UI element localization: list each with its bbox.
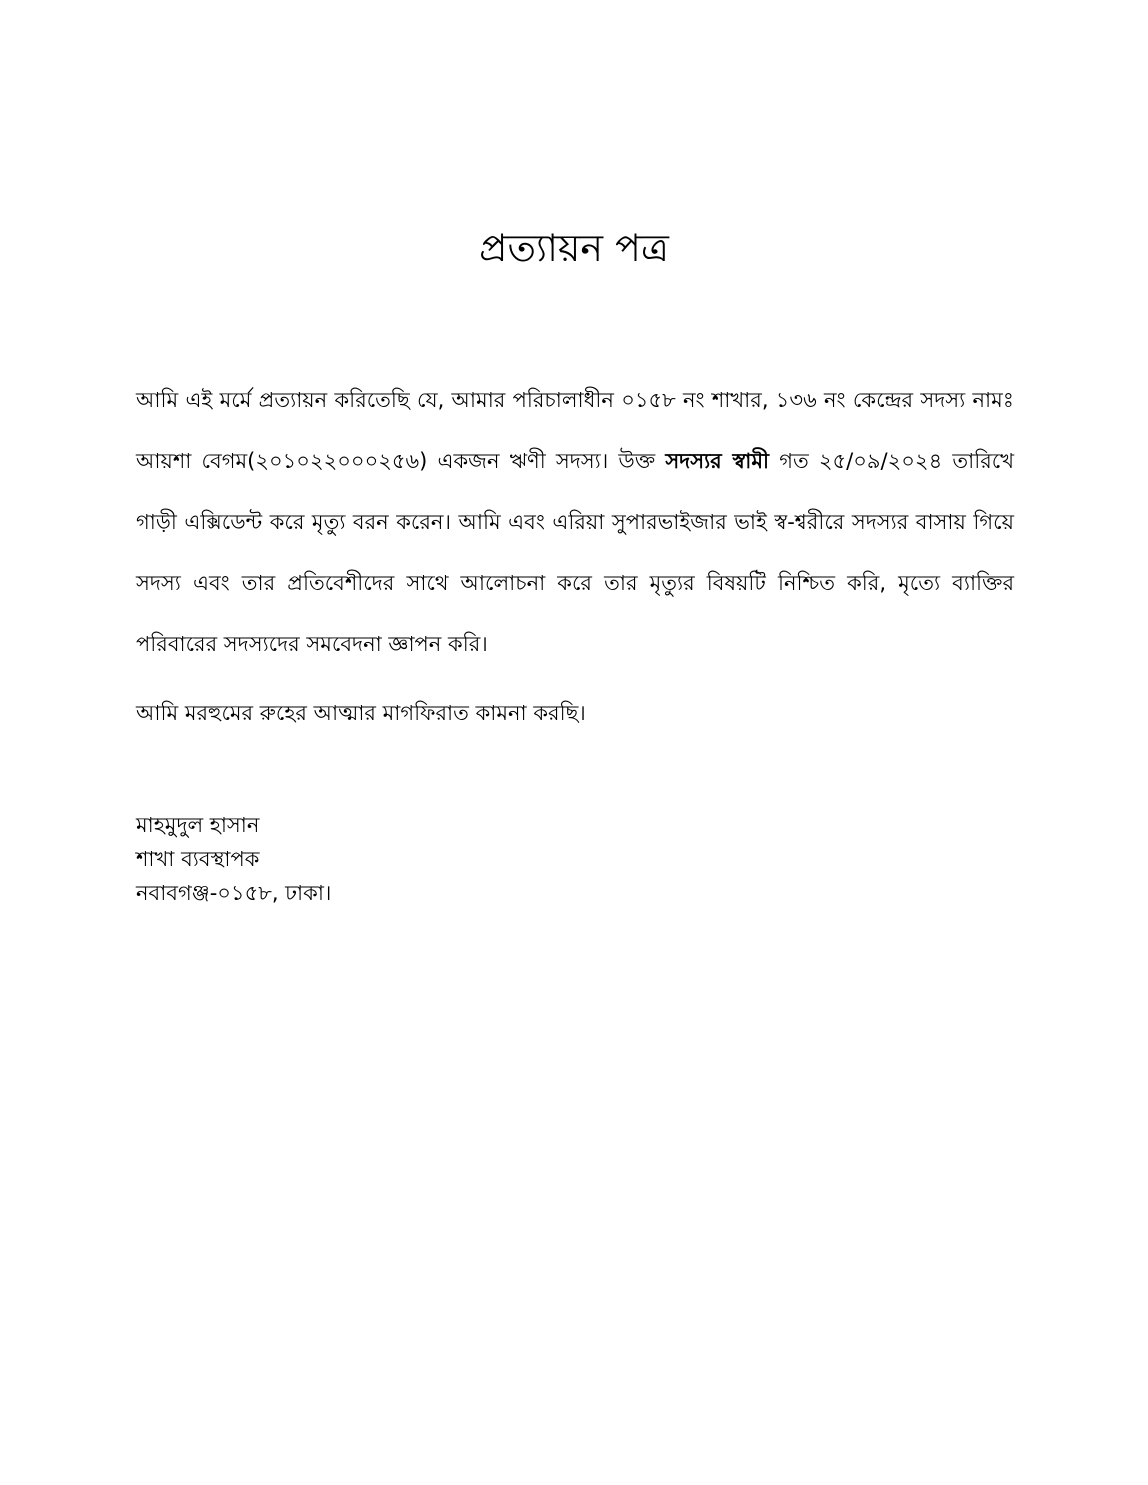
document-title: প্রত্যায়ন পত্র — [479, 226, 669, 270]
signature-block — [136, 808, 636, 910]
paragraph-text-end: গত ২৫/০৯/২০২৪ তারিখে গাড়ী এক্সিডেন্ট করে মৃত্যু বরন করেন। আমি এবং এরিয়া সুপারভাইজার ভাই স্ব-শ্বরীরে সদস্যর বাসায় গিয়ে সদস্য এবং তার প্রতিবেশীদের সাথে আলোচনা করে তার মৃত্যুর বিষয়টি নিশ্চিত করি, মৃত্যে ব্যাক্তির পরিবারের সদস্যদের সমবেদনা জ্ঞাপন করি। — [136, 449, 1014, 656]
paragraph-text-start: আমি এই মর্মে প্রত্যায়ন করিতেছি যে, আমার পরিচালাধীন ০১৫৮ নং শাখার, ১৩৬ নং কেন্দ্রের সদস্য নামঃ আয়শা বেগম(২০১০২২০০০২৫৬) একজন ঋণী সদস্য। উক্ত — [136, 388, 1014, 473]
certification-paragraph — [136, 370, 1014, 675]
signatory-designation: শাখা ব্যবস্থাপক — [136, 847, 260, 871]
paragraph-bold-text: সদস্যর স্বামী — [665, 449, 770, 473]
signatory-name: মাহমুদুল হাসান — [136, 813, 260, 837]
signatory-branch: নবাবগঞ্জ-০১৫৮, ঢাকা। — [136, 881, 332, 905]
condolence-paragraph: আমি মরহুমের রুহের আত্মার মাগফিরাত কামনা করছি। — [136, 701, 586, 725]
